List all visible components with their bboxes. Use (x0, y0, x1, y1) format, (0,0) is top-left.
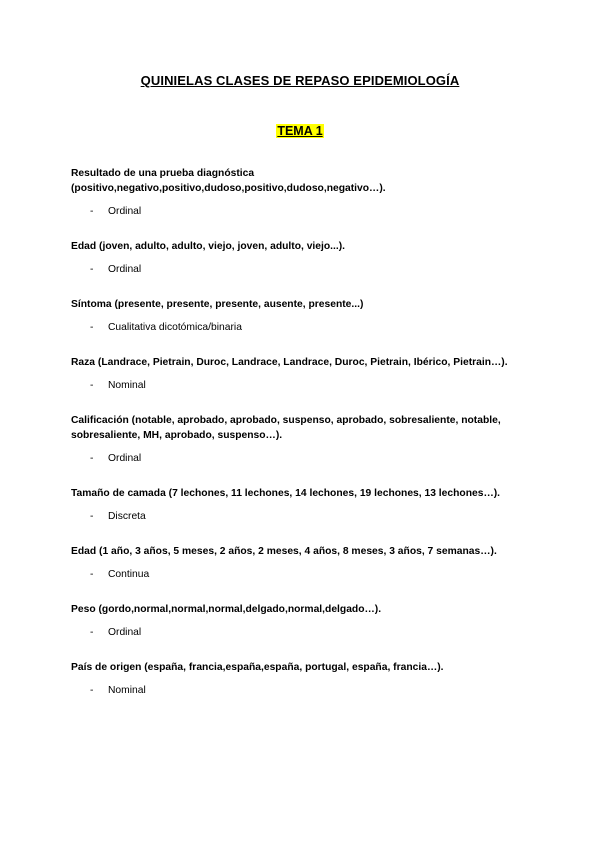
question-text: Edad (joven, adulto, adulto, viejo, joven, adulto, viejo...). (71, 241, 346, 252)
answer-row (71, 567, 531, 582)
bullet-dash: - (90, 569, 94, 580)
list-item (71, 413, 531, 466)
answer-text: Ordinal (108, 264, 142, 275)
document-title: QUINIELAS CLASES DE REPASO EPIDEMIOLOGÍA (140, 73, 460, 88)
question-text: Raza (Landrace, Pietrain, Duroc, Landrace, Landrace, Duroc, Pietrain, Ibérico, Pietrain…). (71, 357, 508, 368)
answer-row (71, 509, 531, 524)
question-text: Peso (gordo,normal,normal,normal,delgado,normal,delgado…). (71, 604, 382, 615)
answer-row (71, 262, 531, 277)
answer-text: Discreta (108, 511, 146, 522)
answer-row (71, 320, 531, 335)
list-item (71, 239, 531, 277)
bullet-dash: - (90, 511, 94, 522)
list-item (71, 544, 531, 582)
question-text: Síntoma (presente, presente, presente, ausente, presente...) (71, 299, 364, 310)
section-heading-label: TEMA 1 (277, 124, 323, 138)
answer-text: Ordinal (108, 627, 142, 638)
bullet-dash: - (90, 322, 94, 333)
answer-row (71, 683, 531, 698)
answer-text: Ordinal (108, 453, 142, 464)
list-item (71, 486, 531, 524)
bullet-dash: - (90, 380, 94, 391)
bullet-dash: - (90, 685, 94, 696)
answer-row (71, 451, 531, 466)
list-item (71, 660, 531, 698)
answer-row (71, 625, 531, 640)
list-item (71, 166, 531, 219)
bullet-dash: - (90, 264, 94, 275)
question-text: País de origen (españa, francia,españa,españa, portugal, españa, francia…). (71, 662, 444, 673)
question-text: Calificación (notable, aprobado, aprobado, suspenso, aprobado, sobresaliente, notable, sobresaliente, MH, aprobado, suspenso…). (71, 415, 501, 441)
answer-text: Cualitativa dicotómica/binaria (108, 322, 242, 333)
question-text: Resultado de una prueba diagnóstica (positivo,negativo,positivo,dudoso,positivo,dudoso,negativo…). (71, 168, 386, 194)
answer-text: Nominal (108, 380, 146, 391)
answer-row (71, 204, 531, 219)
section-heading (0, 122, 600, 140)
answer-text: Ordinal (108, 206, 142, 217)
list-item (71, 297, 531, 335)
bullet-dash: - (90, 627, 94, 638)
question-text: Edad (1 año, 3 años, 5 meses, 2 años, 2 meses, 4 años, 8 meses, 3 años, 7 semanas…). (71, 546, 497, 557)
list-item (71, 602, 531, 640)
answer-text: Nominal (108, 685, 146, 696)
bullet-dash: - (90, 206, 94, 217)
question-list (71, 166, 531, 718)
answer-text: Continua (108, 569, 150, 580)
answer-row (71, 378, 531, 393)
question-text: Tamaño de camada (7 lechones, 11 lechones, 14 lechones, 19 lechones, 13 lechones…). (71, 488, 501, 499)
list-item (71, 355, 531, 393)
bullet-dash: - (90, 453, 94, 464)
